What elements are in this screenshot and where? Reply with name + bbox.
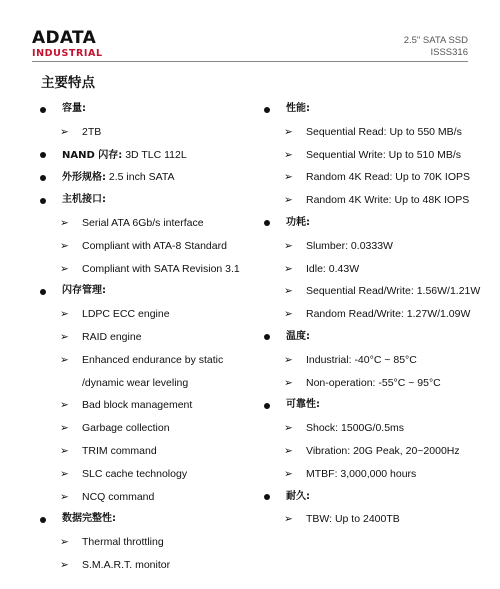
flash-item: SLC cache technology (82, 467, 188, 480)
list-item (262, 144, 500, 167)
bullet-icon (40, 107, 46, 113)
list-item (38, 235, 278, 258)
flash-item: Enhanced endurance by static (82, 353, 224, 366)
flash-item: TRIM command (82, 444, 157, 457)
arrow-icon: ➢ (284, 467, 293, 480)
arrow-icon: ➢ (60, 536, 69, 549)
arrow-icon: ➢ (60, 353, 69, 366)
arrow-icon: ➢ (284, 262, 293, 275)
list-item (38, 303, 278, 326)
flash-management-label: 闪存管理: (62, 285, 106, 297)
form-factor-value: 2.5 inch SATA (108, 171, 175, 184)
bullet-icon (40, 152, 46, 158)
bullet-icon (40, 198, 46, 204)
page-header (0, 0, 500, 62)
list-item (38, 394, 278, 417)
list-item (262, 394, 500, 417)
list-item (262, 417, 500, 440)
list-item (262, 98, 500, 121)
list-item (262, 508, 500, 531)
capacity-label: 容量: (62, 103, 86, 114)
bullet-icon (40, 175, 46, 181)
reliability-item: MTBF: 3,000,000 hours (306, 467, 417, 480)
list-item (38, 212, 278, 235)
arrow-icon: ➢ (284, 308, 293, 321)
interface-item: Compliant with SATA Revision 3.1 (82, 262, 240, 275)
integrity-item: Thermal throttling (82, 536, 164, 549)
list-item (38, 463, 278, 486)
bullet-icon (264, 220, 270, 226)
bullet-icon (264, 403, 270, 409)
form-factor-label: 外形规格: (62, 172, 106, 184)
power-item: Sequential Read/Write: 1.56W/1.21W (306, 285, 481, 298)
list-item (38, 326, 278, 349)
list-item (38, 258, 278, 281)
list-item (262, 235, 500, 258)
left-column (38, 98, 278, 577)
list-item (262, 326, 500, 349)
flash-item: Bad block management (82, 399, 193, 412)
performance-item: Random 4K Read: Up to 70K IOPS (306, 171, 471, 184)
model-line-1: 2.5" SATA SSD (403, 35, 468, 46)
arrow-icon: ➢ (284, 171, 293, 184)
arrow-icon: ➢ (60, 399, 69, 412)
list-item (262, 121, 500, 144)
section-title: 主要特点 (41, 75, 95, 91)
bullet-icon (40, 517, 46, 523)
logo-wordmark: ADATA (32, 28, 97, 48)
right-column (262, 98, 500, 531)
list-item (38, 349, 278, 372)
data-integrity-label: 数据完整性: (62, 513, 116, 525)
list-item (38, 280, 278, 303)
list-item (38, 417, 278, 440)
list-item (262, 280, 500, 303)
flash-item: /dynamic wear leveling (82, 376, 189, 389)
arrow-icon: ➢ (60, 467, 69, 480)
list-item (262, 212, 500, 235)
bullet-icon (40, 289, 46, 295)
arrow-icon: ➢ (60, 262, 69, 275)
arrow-icon: ➢ (60, 308, 69, 321)
arrow-icon: ➢ (284, 125, 293, 138)
temperature-item: Non-operation: -55°C ~ 95°C (306, 376, 441, 389)
list-item (262, 166, 500, 189)
arrow-icon: ➢ (60, 216, 69, 229)
interface-label: 主机接口: (62, 194, 106, 206)
arrow-icon: ➢ (60, 558, 69, 571)
header-divider (32, 61, 468, 62)
list-item (262, 189, 500, 212)
arrow-icon: ➢ (60, 444, 69, 457)
performance-item: Sequential Write: Up to 510 MB/s (306, 148, 462, 161)
integrity-item: S.M.A.R.T. monitor (82, 558, 171, 571)
temperature-label: 温度: (286, 330, 310, 342)
power-item: Slumber: 0.0333W (306, 239, 393, 252)
temperature-item: Industrial: -40°C ~ 85°C (306, 353, 417, 366)
model-line-2: ISSS316 (430, 47, 468, 58)
list-item (38, 166, 278, 189)
arrow-icon: ➢ (284, 422, 293, 435)
interface-item: Serial ATA 6Gb/s interface (82, 216, 204, 229)
arrow-icon: ➢ (60, 422, 69, 435)
product-model (404, 35, 468, 59)
performance-item: Random 4K Write: Up to 48K IOPS (306, 194, 470, 207)
logo-subtitle: INDUSTRIAL (32, 48, 103, 59)
arrow-icon: ➢ (284, 444, 293, 457)
list-item (38, 508, 278, 531)
list-item (262, 440, 500, 463)
arrow-icon: ➢ (284, 239, 293, 252)
arrow-icon: ➢ (60, 239, 69, 252)
list-item (262, 372, 500, 395)
performance-item: Sequential Read: Up to 550 MB/s (306, 125, 462, 138)
list-item (262, 258, 500, 281)
arrow-icon: ➢ (60, 490, 69, 503)
list-item (38, 121, 278, 144)
list-item (38, 144, 278, 167)
reliability-item: Vibration: 20G Peak, 20~2000Hz (306, 444, 460, 457)
arrow-icon: ➢ (284, 148, 293, 161)
flash-item: Garbage collection (82, 422, 170, 435)
list-item (262, 486, 500, 509)
list-item (38, 486, 278, 509)
arrow-icon: ➢ (284, 353, 293, 366)
power-label: 功耗: (286, 216, 310, 228)
bullet-icon (264, 334, 270, 340)
list-item (262, 303, 500, 326)
arrow-icon: ➢ (284, 376, 293, 389)
flash-item: NCQ command (82, 490, 155, 503)
interface-item: Compliant with ATA-8 Standard (82, 239, 227, 252)
arrow-icon: ➢ (284, 513, 293, 526)
arrow-icon: ➢ (284, 285, 293, 298)
list-item (38, 189, 278, 212)
arrow-icon: ➢ (284, 194, 293, 207)
arrow-icon: ➢ (60, 125, 69, 138)
list-item (262, 463, 500, 486)
list-item (38, 554, 278, 577)
list-item (38, 98, 278, 121)
endurance-label: 耐久: (286, 490, 310, 502)
list-item (262, 349, 500, 372)
list-item (38, 531, 278, 554)
nand-value: 3D TLC 112L (125, 148, 187, 161)
bullet-icon (264, 494, 270, 500)
power-item: Idle: 0.43W (306, 262, 360, 275)
nand-label: NAND 闪存: (62, 149, 123, 161)
capacity-value: 2TB (82, 125, 102, 138)
endurance-item: TBW: Up to 2400TB (306, 513, 400, 526)
performance-label: 性能: (286, 103, 310, 114)
list-item-continuation (38, 372, 278, 395)
arrow-icon: ➢ (60, 330, 69, 343)
reliability-item: Shock: 1500G/0.5ms (306, 422, 405, 435)
adata-logo (32, 30, 103, 59)
power-item: Random Read/Write: 1.27W/1.09W (306, 308, 471, 321)
list-item (38, 440, 278, 463)
bullet-icon (264, 107, 270, 113)
reliability-label: 可靠性: (286, 399, 320, 411)
flash-item: LDPC ECC engine (82, 308, 170, 321)
flash-item: RAID engine (82, 330, 142, 343)
